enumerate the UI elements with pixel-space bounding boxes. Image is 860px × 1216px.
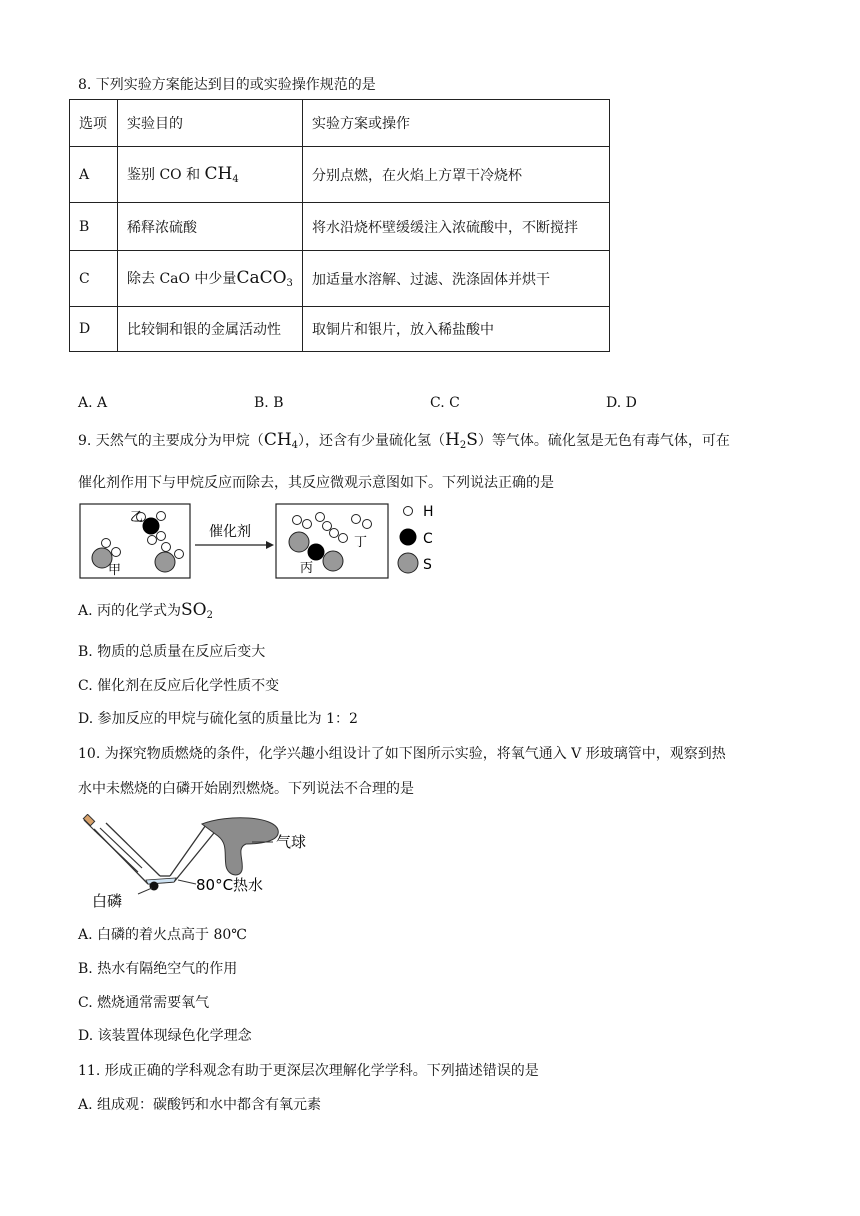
label-ding: 丁 [354,535,368,550]
q11-option-a[interactable]: A. 组成观：碳酸钙和水中都含有氧元素 [78,1097,322,1113]
q9-text-a: 9. 天然气的主要成分为甲烷（ [78,433,264,449]
label-balloon: 气球 [276,833,307,851]
v-shaped-tube [94,822,218,884]
q8-choice-c[interactable]: C. C [430,395,460,411]
row-plan: 取铜片和银片，放入稀盐酸中 [303,307,610,352]
header-plan: 实验方案或操作 [303,100,610,147]
q9-option-c[interactable]: C. 催化剂在反应后化学性质不变 [78,678,280,694]
water-leader-line [178,880,196,884]
legend-c: C [423,531,433,547]
q9-stem-line1 [78,430,730,451]
row-plan: 分别点燃，在火焰上方罩干冷烧杯 [303,147,610,203]
syringe-icon [83,814,142,872]
row-goal: 稀释浓硫酸 [118,203,303,251]
formula-h2s-h: H [445,430,460,450]
table-row [70,307,610,352]
q11-stem: 11. 形成正确的学科观念有助于更深层次理解化学学科。下列描述错误的是 [78,1063,539,1079]
legend-s: S [423,557,432,573]
label-hot-water: 80°C热水 [196,876,264,894]
goal-text: 除去 CaO 中少量 [127,271,237,287]
header-goal: 实验目的 [118,100,303,147]
option-a-text: A. 丙的化学式为 [78,603,182,619]
q8-choice-b[interactable]: B. B [254,395,284,411]
formula-so2-sub: 2 [206,610,213,621]
white-phosphorus-icon [150,882,159,891]
q10-option-c[interactable]: C. 燃烧通常需要氧气 [78,995,210,1011]
q8-stem: 8. 下列实验方案能达到目的或实验操作规范的是 [78,77,376,93]
row-plan: 加适量水溶解、过滤、洗涤固体并烘干 [303,251,610,307]
legend-s-icon [398,553,418,573]
experiment-table [69,99,610,352]
goal-text: 鉴别 CO 和 [127,167,205,183]
balloon-icon [202,818,278,875]
header-option: 选项 [70,100,118,147]
label-yi: 乙 [130,510,144,525]
label-bing: 丙 [300,561,314,576]
q9-text-b: ），还含有少量硫化氢（ [298,433,446,449]
goal-formula: CaCO [236,268,287,288]
label-white-phosphorus: 白磷 [92,892,123,910]
q10-option-a[interactable]: A. 白磷的着火点高于 80℃ [78,927,247,943]
legend-h: H [423,504,434,520]
q10-option-d[interactable]: D. 该装置体现绿色化学理念 [78,1028,252,1044]
formula-h2s-s: S [466,430,478,450]
formula-h2s-sub: 2 [459,440,467,451]
row-option: D [70,307,118,352]
q10-stem-line2: 水中未燃烧的白磷开始剧烈燃烧。下列说法不合理的是 [78,781,414,797]
label-jia: 甲 [108,563,122,578]
table-header-row [70,100,610,147]
legend-h-icon [404,507,413,516]
row-plan: 将水沿烧杯壁缓缓注入浓硫酸中，不断搅拌 [303,203,610,251]
hydrogen-sulfide-molecule [155,543,184,573]
formula-ch4: CH [263,430,292,450]
row-option: C [70,251,118,307]
catalyst-label: 催化剂 [209,524,251,540]
goal-formula-sub: 4 [232,174,239,185]
q9-stem-line2: 催化剂作用下与甲烷反应而除去，其反应微观示意图如下。下列说法正确的是 [78,475,554,491]
row-goal [118,251,303,307]
formula-so2: SO [181,600,207,620]
combustion-apparatus [78,814,338,910]
q9-option-a[interactable] [78,600,213,621]
q9-text-c: ）等气体。硫化氢是无色有毒气体，可在 [477,433,730,449]
q10-option-b[interactable]: B. 热水有隔绝空气的作用 [78,961,238,977]
legend-c-icon [400,529,417,546]
hot-water [146,878,176,884]
row-option: B [70,203,118,251]
row-option: A [70,147,118,203]
q9-option-d[interactable]: D. 参加反应的甲烷与硫化氢的质量比为 1：2 [78,711,358,727]
table-row [70,203,610,251]
q10-stem-line1: 10. 为探究物质燃烧的条件，化学兴趣小组设计了如下图所示实验，将氧气通入 V 形玻璃管中，观察到热 [78,746,726,762]
q8-choice-d[interactable]: D. D [606,395,637,411]
row-goal: 比较铜和银的金属活动性 [118,307,303,352]
arrow-head-icon [266,541,274,549]
formula-ch4-sub: 4 [291,440,299,451]
q8-choice-a[interactable]: A. A [78,395,108,411]
table-row [70,147,610,203]
q9-option-b[interactable]: B. 物质的总质量在反应后变大 [78,644,266,660]
phosphorus-leader-line [138,888,152,894]
row-goal [118,147,303,203]
table-row [70,251,610,307]
reaction-diagram [78,500,458,582]
goal-formula: CH [204,164,233,184]
goal-formula-sub: 3 [286,278,293,289]
